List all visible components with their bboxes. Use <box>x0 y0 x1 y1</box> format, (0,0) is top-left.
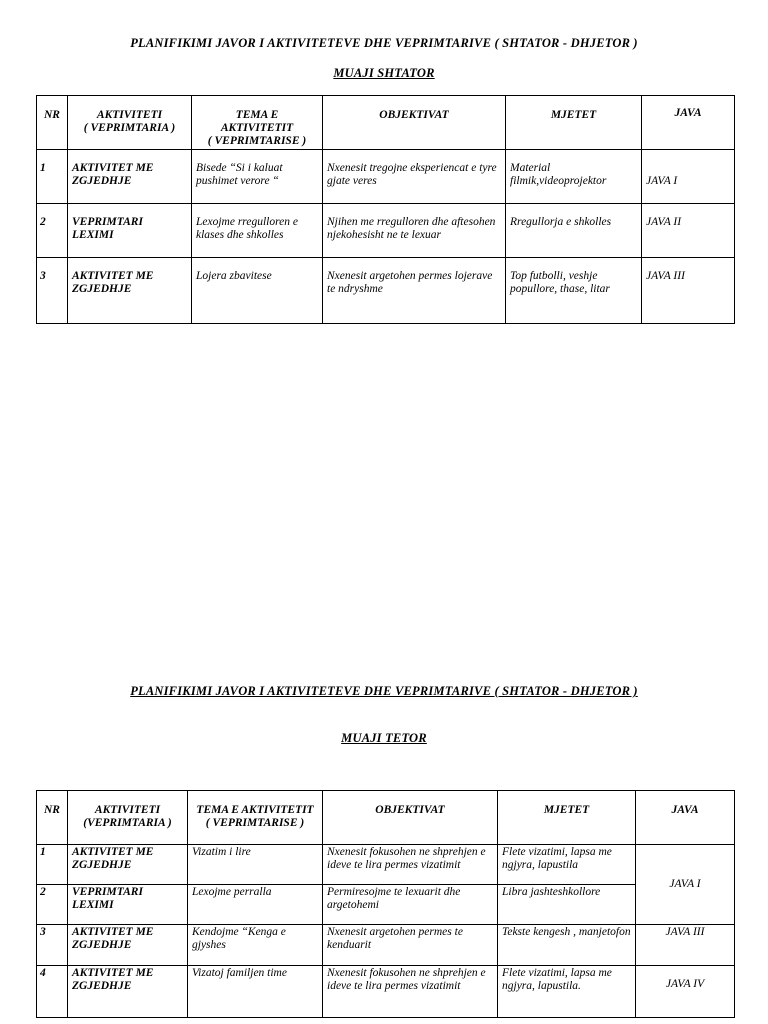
section1-title: PLANIFIKIMI JAVOR I AKTIVITETEVE DHE VEPRIMTARIVE ( SHTATOR - DHJETOR ) <box>130 36 638 50</box>
cell-mjetet: Flete vizatimi, lapsa me ngjyra, lapustila <box>498 845 636 885</box>
table-row <box>37 925 735 966</box>
table-row <box>37 150 735 204</box>
header-tema: TEMA E AKTIVITETIT ( VEPRIMTARISE ) <box>192 96 323 150</box>
cell-aktiviteti: AKTIVITET ME ZGJEDHJE <box>68 925 188 966</box>
section1-month: MUAJI SHTATOR <box>333 66 435 80</box>
cell-mjetet: Libra jashteshkollore <box>498 885 636 925</box>
cell-aktiviteti: VEPRIMTARI LEXIMI <box>68 885 188 925</box>
cell-mjetet: Material filmik,videoprojektor <box>506 150 642 204</box>
cell-nr: 2 <box>37 204 68 258</box>
header-java: JAVA <box>636 791 735 845</box>
header-nr: NR <box>37 96 68 150</box>
cell-nr: 4 <box>37 966 68 1018</box>
header-tema: TEMA E AKTIVITETIT ( VEPRIMTARISE ) <box>188 791 323 845</box>
header-objektivat: OBJEKTIVAT <box>323 96 506 150</box>
header-java: JAVA <box>642 96 735 150</box>
cell-nr: 1 <box>37 845 68 885</box>
table-row <box>37 885 735 925</box>
cell-objektivat: Njihen me rregulloren dhe aftesohen njekohesisht ne te lexuar <box>323 204 506 258</box>
header-objektivat: OBJEKTIVAT <box>323 791 498 845</box>
cell-mjetet: Tekste kengesh , manjetofon <box>498 925 636 966</box>
cell-nr: 1 <box>37 150 68 204</box>
cell-aktiviteti: AKTIVITET ME ZGJEDHJE <box>68 966 188 1018</box>
cell-mjetet: Rregullorja e shkolles <box>506 204 642 258</box>
cell-objektivat: Nxenesit argetohen permes te kenduarit <box>323 925 498 966</box>
header-nr: NR <box>37 791 68 845</box>
section1-table <box>36 95 735 324</box>
cell-nr: 2 <box>37 885 68 925</box>
cell-aktiviteti: AKTIVITET ME ZGJEDHJE <box>68 258 192 324</box>
cell-aktiviteti: AKTIVITET ME ZGJEDHJE <box>68 845 188 885</box>
cell-mjetet: Flete vizatimi, lapsa me ngjyra, lapustila. <box>498 966 636 1018</box>
cell-tema: Lojera zbavitese <box>192 258 323 324</box>
cell-objektivat: Nxenesit fokusohen ne shprehjen e ideve te lira permes vizatimit <box>323 966 498 1018</box>
table-row <box>37 258 735 324</box>
cell-nr: 3 <box>37 925 68 966</box>
cell-java: JAVA I <box>642 150 735 204</box>
cell-tema: Vizatim i lire <box>188 845 323 885</box>
cell-tema: Bisede “Si i kaluat pushimet verore “ <box>192 150 323 204</box>
table-header-row <box>37 791 735 845</box>
cell-aktiviteti: VEPRIMTARI LEXIMI <box>68 204 192 258</box>
cell-tema: Lexojme rregulloren e klases dhe shkolles <box>192 204 323 258</box>
cell-java: JAVA II <box>642 204 735 258</box>
cell-java: JAVA IV <box>636 966 735 1018</box>
cell-tema: Lexojme perralla <box>188 885 323 925</box>
cell-mjetet: Top futbolli, veshje popullore, thase, litar <box>506 258 642 324</box>
table-row <box>37 204 735 258</box>
header-mjetet: MJETET <box>498 791 636 845</box>
cell-objektivat: Nxenesit tregojne eksperiencat e tyre gjate veres <box>323 150 506 204</box>
cell-objektivat: Nxenesit fokusohen ne shprehjen e ideve te lira permes vizatimit <box>323 845 498 885</box>
cell-java: JAVA III <box>642 258 735 324</box>
cell-objektivat: Permiresojme te lexuarit dhe argetohemi <box>323 885 498 925</box>
header-mjetet: MJETET <box>506 96 642 150</box>
cell-java: JAVA III <box>636 925 735 966</box>
table-row <box>37 845 735 885</box>
section2-title: PLANIFIKIMI JAVOR I AKTIVITETEVE DHE VEPRIMTARIVE ( SHTATOR - DHJETOR ) <box>130 684 638 698</box>
table-header-row <box>37 96 735 150</box>
header-aktiviteti: AKTIVITETI ( VEPRIMTARIA ) <box>68 96 192 150</box>
cell-objektivat: Nxenesit argetohen permes lojerave te ndryshme <box>323 258 506 324</box>
cell-nr: 3 <box>37 258 68 324</box>
section2-table <box>36 790 735 1018</box>
header-aktiviteti: AKTIVITETI (VEPRIMTARIA ) <box>68 791 188 845</box>
section2-month: MUAJI TETOR <box>341 731 427 745</box>
cell-java: JAVA I <box>636 845 735 925</box>
cell-aktiviteti: AKTIVITET ME ZGJEDHJE <box>68 150 192 204</box>
cell-tema: Vizatoj familjen time <box>188 966 323 1018</box>
cell-tema: Kendojme “Kenga e gjyshes <box>188 925 323 966</box>
table-row <box>37 966 735 1018</box>
